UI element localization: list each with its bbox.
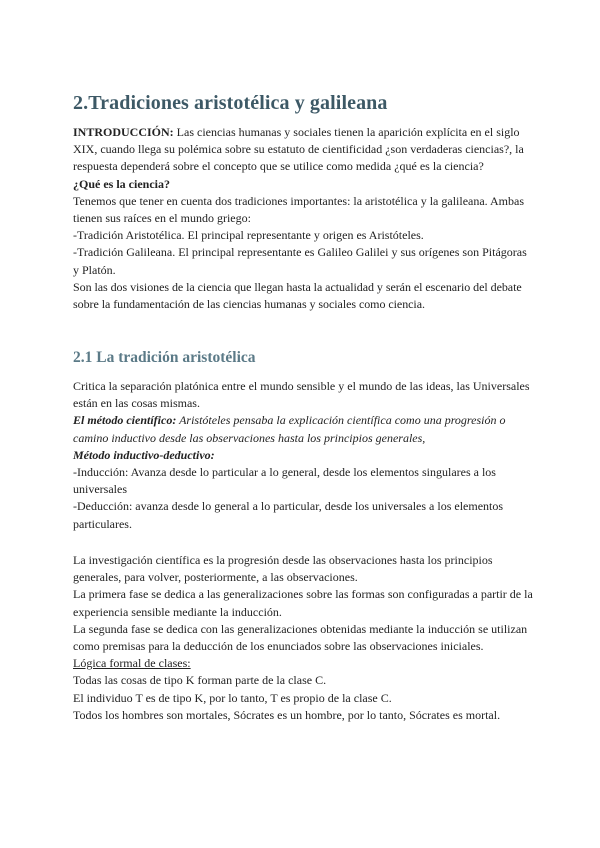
two-traditions-paragraph: Tenemos que tener en cuenta dos tradiciones importantes: la aristotélica y la galileana. Ambas tienen sus raíces en el mundo griego: <box>73 193 525 226</box>
intro-text: Las ciencias humanas y sociales tienen la aparición explícita en el siglo XIX, cuando llega su polémica sobre su estatuto de cientificidad ¿son verdaderas ciencias?, la respuesta dependerá sobre el concepto que se utilice como medida ¿qué es la ciencia? <box>73 125 524 174</box>
aristotelian-section-block <box>73 378 533 533</box>
induction-line: -Inducción: Avanza desde lo particular a lo general, desde los elementos singulares a los universales <box>73 465 496 497</box>
logic-line-1: Todas las cosas de tipo K forman parte de la clase C. <box>73 673 327 688</box>
inductive-deductive-label: Método inductivo-deductivo: <box>73 447 215 462</box>
method-text: Aristóteles pensaba la explicación científica como una progresión o camino inductivo desde las observaciones hasta los principios generales, <box>73 413 506 445</box>
method-label: El método científico: <box>73 413 177 428</box>
intro-label: INTRODUCCIÓN: <box>73 125 174 139</box>
aristotelian-tradition-line: -Tradición Aristotélica. El principal representante y origen es Aristóteles. <box>73 228 424 243</box>
section-heading: 2.1 La tradición aristotélica <box>73 349 256 366</box>
two-visions-paragraph: Son las dos visiones de la ciencia que llegan hasta la actualidad y serán el escenario del debate sobre la fundamentación de las ciencias humanas y sociales como ciencia. <box>73 279 522 312</box>
critique-paragraph: Critica la separación platónica entre el mundo sensible y el mundo de las ideas, las Universales están en las cosas mismas. <box>73 379 530 411</box>
galilean-tradition-line: -Tradición Galileana. El principal representante es Galileo Galilei y sus orígenes son Pitágoras y Platón. <box>73 245 527 277</box>
research-block <box>73 552 533 724</box>
logic-line-2: El individuo T es de tipo K, por lo tanto, T es propio de la clase C. <box>73 690 392 705</box>
main-heading: 2.Tradiciones aristotélica y galileana <box>73 92 388 114</box>
what-is-science-label: ¿Qué es la ciencia? <box>73 176 170 191</box>
second-phase-paragraph: La segunda fase se dedica con las generalizaciones obtenidas mediante la inducción se utilizan como premisas para la deducción de los enunciados sobre las observaciones iniciales. <box>73 621 528 654</box>
first-phase-paragraph: La primera fase se dedica a las generalizaciones sobre las formas son configuradas a partir de la experiencia sensible mediante la inducción. <box>73 587 533 619</box>
method-paragraph <box>73 412 533 446</box>
deduction-line: -Deducción: avanza desde lo general a lo particular, desde los universales a los elementos particulares. <box>73 499 504 531</box>
intro-paragraph <box>73 124 533 176</box>
logic-line-3: Todos los hombres son mortales, Sócrates es un hombre, por lo tanto, Sócrates es mortal. <box>73 707 501 722</box>
intro-block <box>73 124 533 313</box>
research-paragraph: La investigación científica es la progresión desde las observaciones hasta los principios generales, para volver, posteriormente, a las observaciones. <box>73 553 493 585</box>
logic-label: Lógica formal de clases: <box>73 656 191 671</box>
